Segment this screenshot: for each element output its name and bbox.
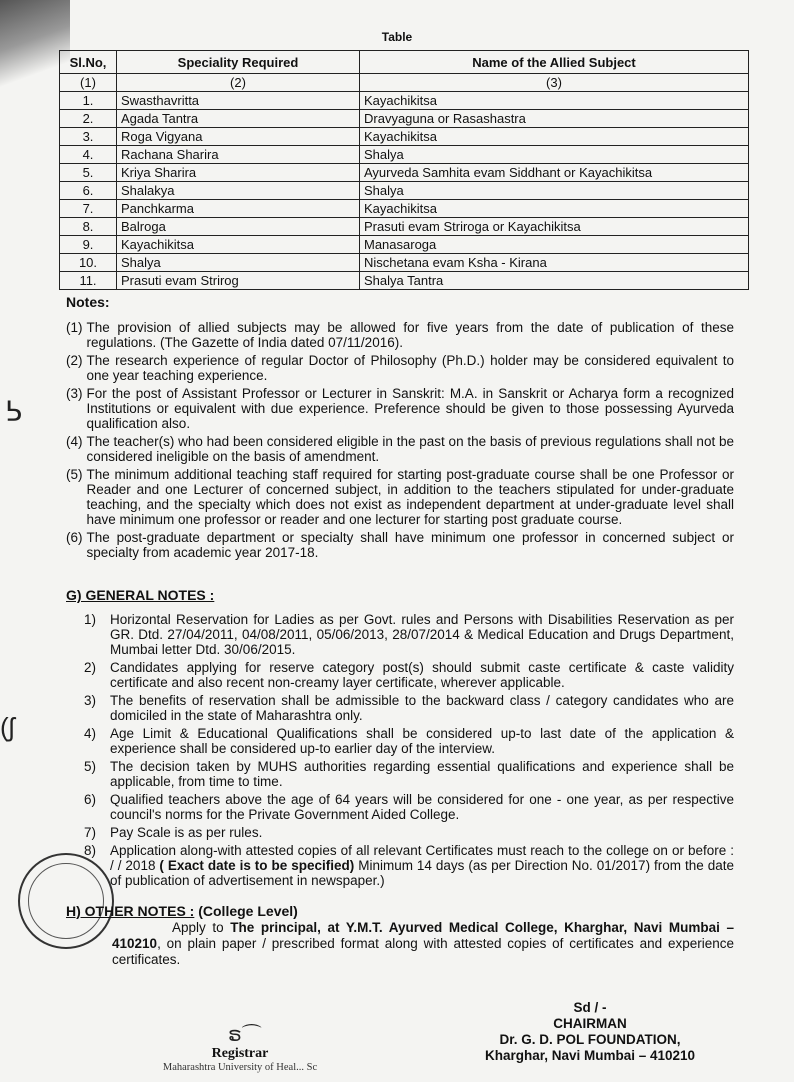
binder-clip-icon: ᕊ	[5, 396, 22, 427]
list-item	[84, 726, 734, 756]
row-number: 7.	[60, 200, 117, 218]
note-number: (4)	[66, 434, 83, 449]
table-row	[60, 182, 749, 200]
signature-title: CHAIRMAN	[553, 1016, 627, 1031]
list-item	[84, 792, 734, 822]
other-notes-address: The principal, at Y.M.T. Ayurved Medical College, Kharghar, Navi Mumbai – 410210	[112, 920, 735, 951]
binder-hole-icon: (ʃ	[0, 712, 15, 742]
colnum-2: (2)	[117, 74, 360, 92]
note-number: (1)	[66, 320, 83, 335]
general-note-text-main: Age Limit & Educational Qualifications shall be considered up-to last date of the application & experience shall be considered up-to earlier day of the interview.	[110, 726, 734, 756]
row-speciality: Shalya	[117, 254, 360, 272]
header-allied: Name of the Allied Subject	[360, 51, 749, 74]
general-notes-list	[84, 612, 734, 891]
row-allied-subject: Kayachikitsa	[360, 92, 749, 110]
header-slno: Sl.No,	[60, 51, 117, 74]
general-note-text	[110, 759, 734, 789]
row-number: 8.	[60, 218, 117, 236]
list-item	[84, 843, 734, 888]
general-note-text	[110, 612, 734, 657]
list-item	[66, 434, 734, 464]
row-allied-subject: Nischetana evam Ksha - Kirana	[360, 254, 749, 272]
general-note-text	[110, 825, 734, 840]
general-note-number: 5)	[84, 759, 97, 774]
row-speciality: Panchkarma	[117, 200, 360, 218]
table-row	[60, 272, 749, 290]
row-number: 10.	[60, 254, 117, 272]
note-text: The teacher(s) who had been considered eligible in the past on the basis of previous regulations shall not be considered ineligible on the basis of amendment.	[86, 434, 734, 464]
table-header-row	[60, 51, 749, 74]
general-note-number: 7)	[84, 825, 97, 840]
row-speciality: Rachana Sharira	[117, 146, 360, 164]
notes-heading: Notes:	[66, 294, 110, 310]
colnum-1: (1)	[60, 74, 117, 92]
list-item	[66, 320, 734, 350]
row-allied-subject: Shalya	[360, 182, 749, 200]
other-notes-text-c: , on plain paper / prescribed format along with attested copies of certificates and experience certificates.	[112, 936, 734, 967]
row-allied-subject: Manasaroga	[360, 236, 749, 254]
general-note-number: 1)	[84, 612, 97, 627]
table-caption: Table	[381, 30, 413, 44]
general-note-text-tail: Minimum 14 days (as per Direction No. 01/2017) from the date of publication of advertisement in newspaper.)	[110, 858, 734, 888]
row-allied-subject: Kayachikitsa	[360, 128, 749, 146]
list-item	[66, 353, 734, 383]
table-colnum-row	[60, 74, 749, 92]
row-number: 5.	[60, 164, 117, 182]
general-note-text	[110, 693, 734, 723]
signature-block	[440, 1000, 740, 1064]
signature-org: Dr. G. D. POL FOUNDATION,	[499, 1032, 681, 1047]
row-speciality: Shalakya	[117, 182, 360, 200]
row-allied-subject: Prasuti evam Striroga or Kayachikitsa	[360, 218, 749, 236]
note-number: (6)	[66, 530, 83, 545]
row-speciality: Kriya Sharira	[117, 164, 360, 182]
row-allied-subject: Ayurveda Samhita evam Siddhant or Kayachikitsa	[360, 164, 749, 182]
row-number: 11.	[60, 272, 117, 290]
registrar-title: Registrar	[211, 1046, 269, 1061]
general-note-text-main: The decision taken by MUHS authorities regarding essential qualifications and experience shall be applicable, from time to time.	[110, 759, 734, 789]
other-notes-title: H) OTHER NOTES :	[66, 903, 195, 919]
list-item	[84, 660, 734, 690]
list-item	[66, 530, 734, 560]
row-allied-subject: Dravyaguna or Rasashastra	[360, 110, 749, 128]
table-row	[60, 146, 749, 164]
general-note-number: 2)	[84, 660, 97, 675]
table-row	[60, 254, 749, 272]
note-text: The research experience of regular Doctor of Philosophy (Ph.D.) holder may be considered equivalent to one year teaching experience.	[86, 353, 734, 383]
list-item	[66, 386, 734, 431]
note-text: The minimum additional teaching staff required for starting post-graduate course shall be one Professor or Reader and one Lecturer of concerned subject, in addition to the teachers stipulated for under-graduate teaching, and the specialty which does not exist as independent department at under-graduate level shall have minimum one professor or reader and one lecturer for starting post graduate course.	[86, 467, 734, 527]
general-note-text-main: Candidates applying for reserve category post(s) should submit caste certificate & caste validity certificate and also recent non-creamy layer certificate, wherever applicable.	[110, 660, 734, 690]
row-speciality: Swasthavritta	[117, 92, 360, 110]
registrar-university: Maharashtra University of Heal... Sc	[162, 1062, 318, 1073]
general-note-text-main: Pay Scale is as per rules.	[110, 825, 263, 840]
row-speciality: Kayachikitsa	[117, 236, 360, 254]
list-item	[66, 467, 734, 527]
note-number: (2)	[66, 353, 83, 368]
row-speciality: Balroga	[117, 218, 360, 236]
general-note-text	[110, 792, 734, 822]
table-row	[60, 218, 749, 236]
table-row	[60, 128, 749, 146]
general-note-number: 4)	[84, 726, 97, 741]
note-number: (5)	[66, 467, 83, 482]
signature-sd: Sd / -	[573, 1000, 607, 1015]
note-number: (3)	[66, 386, 83, 401]
other-notes-text	[112, 920, 734, 968]
row-allied-subject: Kayachikitsa	[360, 200, 749, 218]
note-text: The provision of allied subjects may be allowed for five years from the date of publication of these regulations. (The Gazette of India dated 07/11/2016).	[86, 320, 734, 350]
list-item	[84, 759, 734, 789]
general-note-text-main: Application along-with attested copies of all relevant Certificates must reach to the college on or before : / / 2018	[110, 843, 734, 873]
row-allied-subject: Shalya Tantra	[360, 272, 749, 290]
colnum-3: (3)	[360, 74, 749, 92]
other-notes-text-a: Apply to	[172, 920, 231, 935]
other-notes-suffix: (College Level)	[194, 903, 298, 919]
row-number: 2.	[60, 110, 117, 128]
table-row	[60, 236, 749, 254]
general-note-number: 6)	[84, 792, 97, 807]
row-speciality: Roga Vigyana	[117, 128, 360, 146]
general-note-text-main: The benefits of reservation shall be admissible to the backward class / category candidates who are domiciled in the state of Maharashtra only.	[110, 693, 734, 723]
row-number: 3.	[60, 128, 117, 146]
table-row	[60, 110, 749, 128]
other-notes-heading	[66, 903, 298, 919]
row-speciality: Prasuti evam Strirog	[117, 272, 360, 290]
general-note-text-main: Horizontal Reservation for Ladies as per Govt. rules and Persons with Disabilities Reservation as per GR. Dtd. 27/04/2011, 04/08/2011, 05/06/2013, 28/07/2014 & Medical Education and Drugs Department, Mumbai letter Dtd. 30/06/2015.	[110, 612, 734, 657]
handwritten-initials-icon: ຣ⌒	[228, 1024, 262, 1046]
list-item	[84, 693, 734, 723]
general-note-number: 8)	[84, 843, 97, 858]
general-note-text	[110, 660, 734, 690]
row-number: 4.	[60, 146, 117, 164]
general-note-text	[110, 726, 734, 756]
row-number: 9.	[60, 236, 117, 254]
general-note-text	[110, 843, 734, 888]
table-row	[60, 164, 749, 182]
note-text: The post-graduate department or specialty shall have minimum one professor in concerned subject or specialty from academic year 2017-18.	[86, 530, 734, 560]
general-note-text-bold: ( Exact date is to be specified)	[159, 858, 355, 873]
table-row	[60, 92, 749, 110]
row-speciality: Agada Tantra	[117, 110, 360, 128]
row-allied-subject: Shalya	[360, 146, 749, 164]
list-item	[84, 612, 734, 657]
general-note-number: 3)	[84, 693, 97, 708]
signature-address: Kharghar, Navi Mumbai – 410210	[484, 1048, 696, 1063]
university-stamp	[18, 853, 114, 949]
row-number: 6.	[60, 182, 117, 200]
list-item	[84, 825, 734, 840]
allied-subjects-table	[59, 50, 749, 290]
general-notes-heading: G) GENERAL NOTES :	[66, 587, 215, 603]
row-number: 1.	[60, 92, 117, 110]
header-speciality: Speciality Required	[117, 51, 360, 74]
notes-list	[66, 320, 734, 563]
note-text: For the post of Assistant Professor or Lecturer in Sanskrit: M.A. in Sanskrit or Acharya form a recognized Institutions or equivalent with due experience. Preference should be given to those possessing Ayurveda qualification also.	[86, 386, 734, 431]
general-note-text-main: Qualified teachers above the age of 64 years will be considered for one - one year, as per respective council's norms for the Private Government Aided College.	[110, 792, 734, 822]
table-row	[60, 200, 749, 218]
registrar-block	[150, 1046, 330, 1073]
